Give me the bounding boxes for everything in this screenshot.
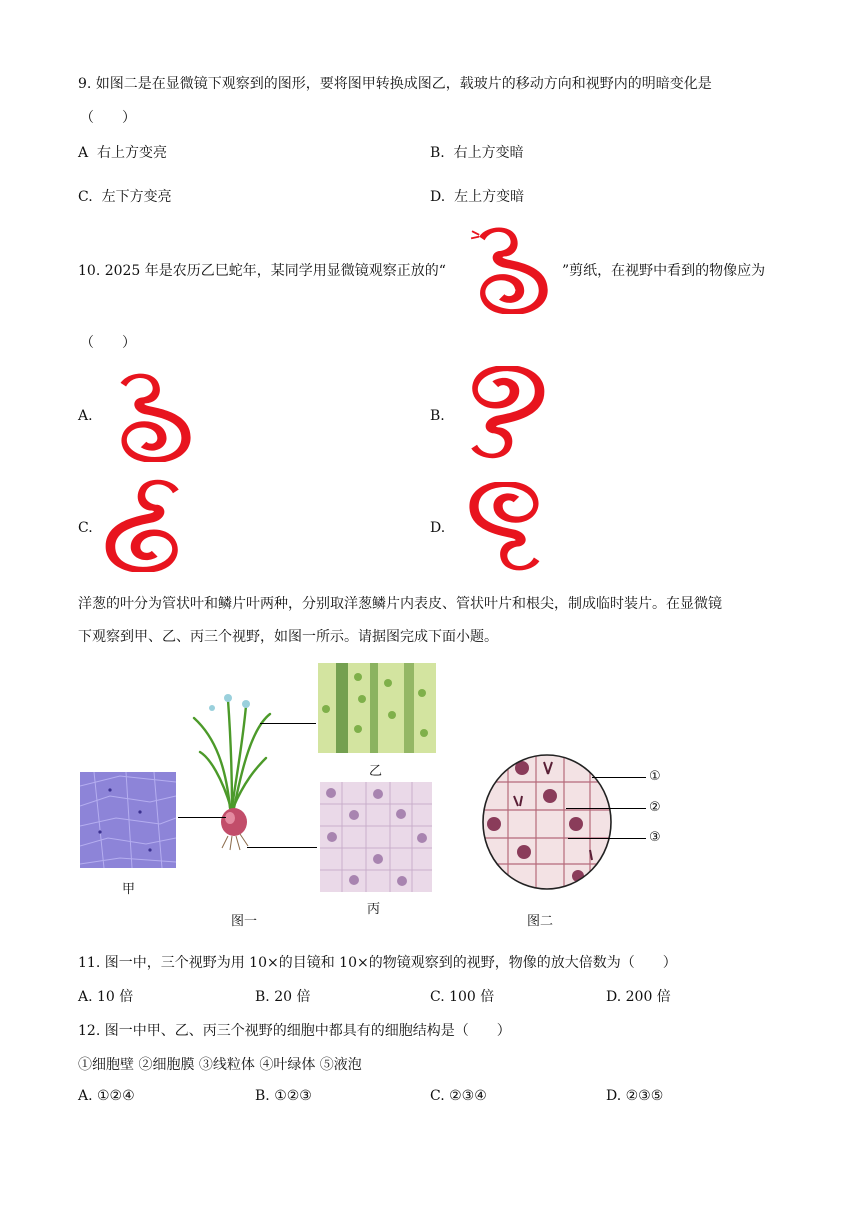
option-text: 左下方变亮 [101,189,172,205]
q12-stem: 12. 图一中甲、乙、丙三个视野的细胞中都具有的细胞结构是（ ） [78,1023,511,1039]
q11-stem: 11. 图一中，三个视野为用 10×的目镜和 10×的物镜观察到的视野，物像的放大倍数为（ ） [78,955,677,971]
option-letter: C. [78,520,93,536]
q12-option-b[interactable]: B. ①②③ [255,1088,312,1104]
figure-2-caption: 图二 [527,913,554,928]
q10-option-d[interactable] [430,520,445,536]
q11-option-b[interactable]: B. 20 倍 [255,989,311,1005]
q12-option-d[interactable]: D. ②③⑤ [606,1088,664,1104]
label-bing: 丙 [367,901,381,916]
q9-option-d[interactable] [430,186,524,206]
micrograph-jia [80,772,176,868]
q12-items: ①细胞壁 ②细胞膜 ③线粒体 ④叶绿体 ⑤液泡 [78,1057,362,1073]
option-letter: A [78,145,89,161]
q10-stem-after: ”剪纸，在视野中看到的物像应为 [562,263,766,279]
pointer-line-jia [178,817,226,818]
q11-option-a[interactable]: A. 10 倍 [78,989,134,1005]
q10-option-a[interactable] [78,408,93,424]
label-jia: 甲 [122,881,136,896]
snake-icon [121,374,191,462]
q11-option-c[interactable]: C. 100 倍 [430,989,495,1005]
option-letter: C. [78,189,93,205]
option-letter: A. [78,408,93,424]
q10-option-b[interactable] [430,408,445,424]
micrograph-yi [318,663,436,753]
marker-1: ① [649,768,661,783]
snake-papercut-image [458,224,558,314]
marker-2: ② [649,799,661,814]
label-yi: 乙 [369,763,383,778]
figure-1-caption: 图一 [231,913,258,928]
option-text: 右上方变亮 [97,145,168,161]
intro-line-2: 下观察到甲、乙、丙三个视野，如图一所示。请据图完成下面小题。 [78,629,498,645]
pointer-line-bing [247,847,317,848]
snake-option-c-image[interactable] [100,476,196,572]
option-letter: B. [430,408,445,424]
micrograph-bing [320,782,432,892]
q10-stem-before: 10. 2025 年是农历乙巳蛇年，某同学用显微镜观察正放的“ [78,263,446,279]
snake-option-d-image[interactable] [462,482,558,574]
q9-option-c[interactable] [78,186,172,206]
q11-option-d[interactable]: D. 200 倍 [606,989,671,1005]
snake-option-b-image[interactable] [454,366,550,462]
snake-option-a-image[interactable] [100,370,200,462]
marker-3: ③ [649,829,661,844]
snake-icon [106,480,179,572]
option-letter: B. [430,145,445,161]
micrograph-root-tip [480,752,614,896]
q12-option-c[interactable]: C. ②③④ [430,1088,487,1104]
intro-line-1: 洋葱的叶分为管状叶和鳞片叶两种，分别取洋葱鳞片内表皮、管状叶片和根尖，制成临时装片。在显微镜 [78,596,722,612]
pointer-line-yi [260,723,316,724]
option-letter: D. [430,189,446,205]
q10-option-c[interactable] [78,520,93,536]
snake-icon [471,366,544,458]
option-text: 左上方变暗 [454,189,525,205]
pointer-line-3 [568,838,646,839]
q9-paren: （ ） [80,110,136,126]
snake-icon [469,482,539,570]
snake-icon [471,228,548,314]
q9-option-b[interactable] [430,142,524,162]
option-text: 右上方变暗 [453,145,524,161]
q12-option-a[interactable]: A. ①②④ [78,1088,135,1104]
pointer-line-2 [566,808,646,809]
q9-stem: 9. 如图二是在显微镜下观察到的图形，要将图甲转换成图乙，载玻片的移动方向和视野内的明暗变化是 [78,76,712,92]
q9-option-a[interactable] [78,142,167,162]
pointer-line-1 [592,777,646,778]
onion-plant-image [186,688,276,856]
q10-paren: （ ） [80,335,136,351]
option-letter: D. [430,520,446,536]
